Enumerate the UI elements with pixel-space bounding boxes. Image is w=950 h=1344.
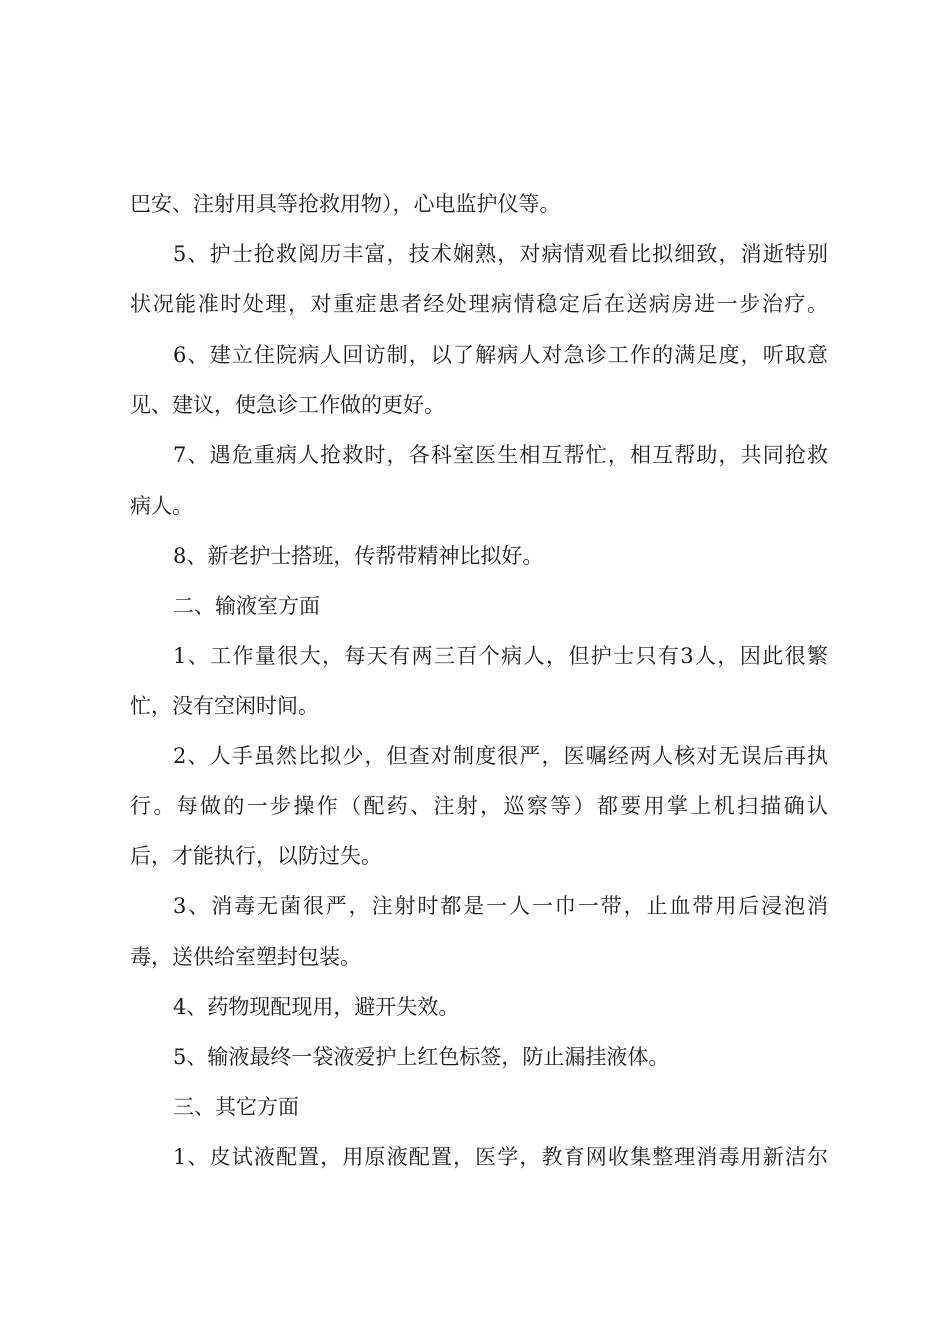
text-line: 状况能准时处理，对重症患者经处理病情稳定后在送病房进一步治疗。 <box>130 292 828 316</box>
text-line: 3、消毒无菌很严，注射时都是一人一巾一带，止血带用后浸泡消 <box>173 894 828 918</box>
text-line: 忙，没有空闲时间。 <box>130 694 319 718</box>
text-line: 行。每做的一步操作（配药、注射，巡察等）都要用掌上机扫描确认 <box>130 794 828 818</box>
text-line: 1、工作量很大，每天有两三百个病人，但护士只有3人，因此很繁 <box>173 644 828 668</box>
text-line: 见、建议，使急诊工作做的更好。 <box>130 393 445 417</box>
section-heading: 二、输液室方面 <box>173 594 320 618</box>
text-line: 7、遇危重病人抢救时，各科室医生相互帮忙，相互帮助，共同抢救 <box>173 443 828 467</box>
section-heading: 三、其它方面 <box>173 1095 299 1119</box>
text-line: 5、护士抢救阅历丰富，技术娴熟，对病情观看比拟细致，消逝特别 <box>173 242 828 266</box>
text-line: 5、输液最终一袋液爱护上红色标签，防止漏挂液体。 <box>173 1045 670 1069</box>
text-line: 8、新老护士搭班，传帮带精神比拟好。 <box>173 544 544 568</box>
text-line: 4、药物现配现用，避开失效。 <box>173 995 460 1019</box>
text-line: 2、人手虽然比拟少，但查对制度很严，医嘱经两人核对无误后再执 <box>173 744 828 768</box>
text-line: 病人。 <box>130 494 193 518</box>
text-line: 巴安、注射用具等抢救用物），心电监护仪等。 <box>130 192 561 216</box>
text-line: 6、建立住院病人回访制，以了解病人对急诊工作的满足度，听取意 <box>173 343 828 367</box>
text-line: 1、皮试液配置，用原液配置，医学，教育网收集整理消毒用新洁尔 <box>173 1145 828 1169</box>
text-line: 毒，送供给室塑封包装。 <box>130 945 361 969</box>
text-line: 后，才能执行，以防过失。 <box>130 844 382 868</box>
